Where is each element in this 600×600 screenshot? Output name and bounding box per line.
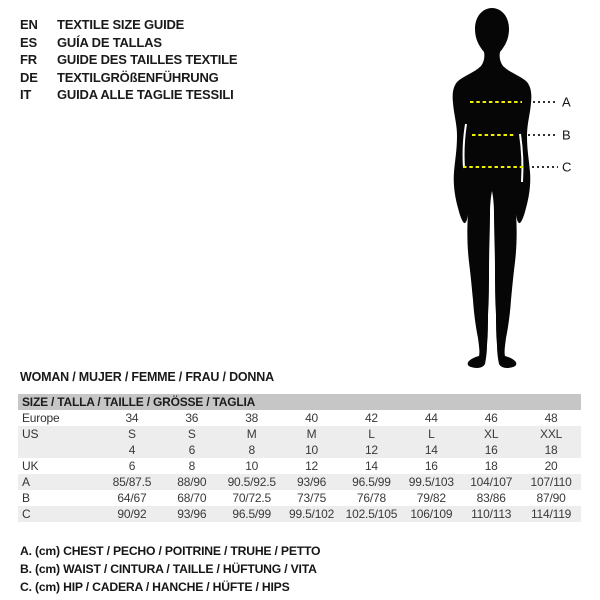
size-cell: 18 — [544, 443, 558, 457]
size-cell: 110/113 — [471, 507, 512, 521]
size-cell: 42 — [364, 411, 378, 425]
size-cell: 99.5/103 — [408, 475, 454, 489]
size-cell: 46 — [484, 411, 498, 425]
language-row — [20, 51, 237, 69]
size-cell: S — [187, 427, 196, 441]
language-code: DE — [20, 69, 38, 85]
size-cell: 87/90 — [536, 491, 566, 505]
size-cell: L — [368, 427, 375, 441]
size-cell: 38 — [245, 411, 259, 425]
size-cell: 10 — [245, 459, 259, 473]
legend-item-waist: B. (cm) WAIST / CINTURA / TAILLE / HÜFTUNG / VITA — [20, 561, 317, 576]
size-cell: 88/90 — [177, 475, 207, 489]
size-cell: 8 — [188, 459, 196, 473]
size-cell: 76/78 — [356, 491, 386, 505]
language-row — [20, 16, 237, 34]
guide-title: GUÍA DE TALLAS — [57, 34, 162, 50]
size-cell: XXL — [540, 427, 563, 441]
table-row-europe — [18, 410, 581, 426]
language-title-list — [20, 16, 237, 104]
size-cell: 96.5/99 — [352, 475, 391, 489]
size-table-header: SIZE / TALLA / TAILLE / GRÖSSE / TAGLIA — [18, 394, 581, 410]
marker-label-a: A — [562, 94, 571, 110]
size-cell: 16 — [484, 443, 498, 457]
size-cell: 114/119 — [530, 507, 572, 521]
size-cell: M — [246, 427, 257, 441]
language-code: EN — [20, 17, 38, 32]
size-cell: M — [306, 427, 317, 441]
size-table — [18, 394, 581, 522]
gender-section-title: WOMAN / MUJER / FEMME / FRAU / DONNA — [20, 370, 274, 384]
size-cell: 79/82 — [416, 491, 446, 505]
size-cell: 104/107 — [470, 475, 513, 489]
size-cell: 16 — [424, 459, 438, 473]
size-cell: XL — [484, 427, 499, 441]
row-label — [18, 442, 102, 458]
language-code: ES — [20, 34, 37, 50]
size-cell: 73/75 — [297, 491, 327, 505]
guide-title: TEXTILGRÖßENFÜHRUNG — [57, 69, 219, 85]
size-cell: 34 — [125, 411, 139, 425]
woman-silhouette — [453, 8, 532, 368]
size-cell: 14 — [424, 443, 438, 457]
size-cell: 90/92 — [117, 507, 147, 521]
size-cell: 8 — [248, 443, 255, 457]
row-label: US — [22, 427, 39, 441]
language-row — [20, 69, 237, 87]
row-label: Europe — [22, 411, 60, 425]
table-row-us-numeric — [18, 442, 581, 458]
size-cell: 48 — [544, 411, 558, 425]
size-cell: 10 — [305, 443, 319, 457]
size-cell: S — [128, 427, 136, 441]
size-cell: 93/96 — [297, 475, 327, 489]
size-cell: 99.5/102 — [289, 507, 335, 521]
size-cell: 106/109 — [410, 507, 453, 521]
guide-title: TEXTILE SIZE GUIDE — [57, 17, 185, 32]
language-row — [20, 34, 237, 52]
size-cell: 14 — [364, 459, 378, 473]
size-cell: 85/87.5 — [112, 475, 152, 489]
size-cell: 102.5/105 — [345, 507, 398, 521]
table-row-chest — [18, 474, 581, 490]
size-cell: L — [428, 427, 435, 441]
table-row-waist — [18, 490, 581, 506]
language-code: IT — [20, 87, 32, 102]
size-cell: 44 — [424, 411, 438, 425]
row-label: B — [22, 491, 30, 505]
marker-label-c: C — [562, 159, 572, 175]
measurement-legend — [20, 543, 320, 596]
size-cell: 36 — [185, 411, 199, 425]
guide-title: GUIDE DES TAILLES TEXTILE — [57, 52, 238, 67]
row-label: A — [22, 475, 30, 489]
size-cell: 6 — [128, 459, 136, 473]
size-cell: 20 — [544, 459, 558, 473]
woman-silhouette-svg — [400, 0, 600, 390]
table-row-us — [18, 426, 581, 442]
legend-item-chest: A. (cm) CHEST / PECHO / POITRINE / TRUHE / PETTO — [20, 544, 321, 558]
size-cell: 70/72.5 — [232, 491, 271, 505]
size-cell: 64/67 — [117, 491, 147, 505]
size-cell: 68/70 — [177, 491, 207, 505]
body-measurement-figure — [400, 0, 600, 390]
size-cell: 18 — [484, 459, 498, 473]
marker-label-b: B — [562, 127, 571, 143]
size-cell: 40 — [305, 411, 319, 425]
size-cell: 83/86 — [476, 491, 506, 505]
row-label: C — [22, 507, 31, 521]
size-cell: 93/96 — [177, 507, 207, 521]
table-row-uk — [18, 458, 581, 474]
language-code: FR — [20, 52, 37, 67]
size-cell: 12 — [364, 443, 378, 457]
legend-item-hip: C. (cm) HIP / CADERA / HANCHE / HÜFTE / HIPS — [20, 579, 290, 594]
size-cell: 90.5/92.5 — [227, 475, 276, 489]
size-cell: 4 — [128, 443, 136, 457]
guide-title: GUIDA ALLE TAGLIE TESSILI — [57, 87, 234, 102]
size-cell: 6 — [188, 443, 196, 457]
size-cell: 96.5/99 — [232, 507, 271, 521]
language-row — [20, 86, 237, 104]
size-cell: 12 — [305, 459, 319, 473]
row-label: UK — [22, 459, 39, 473]
table-row-hip — [18, 506, 581, 522]
size-cell: 107/110 — [530, 475, 572, 489]
